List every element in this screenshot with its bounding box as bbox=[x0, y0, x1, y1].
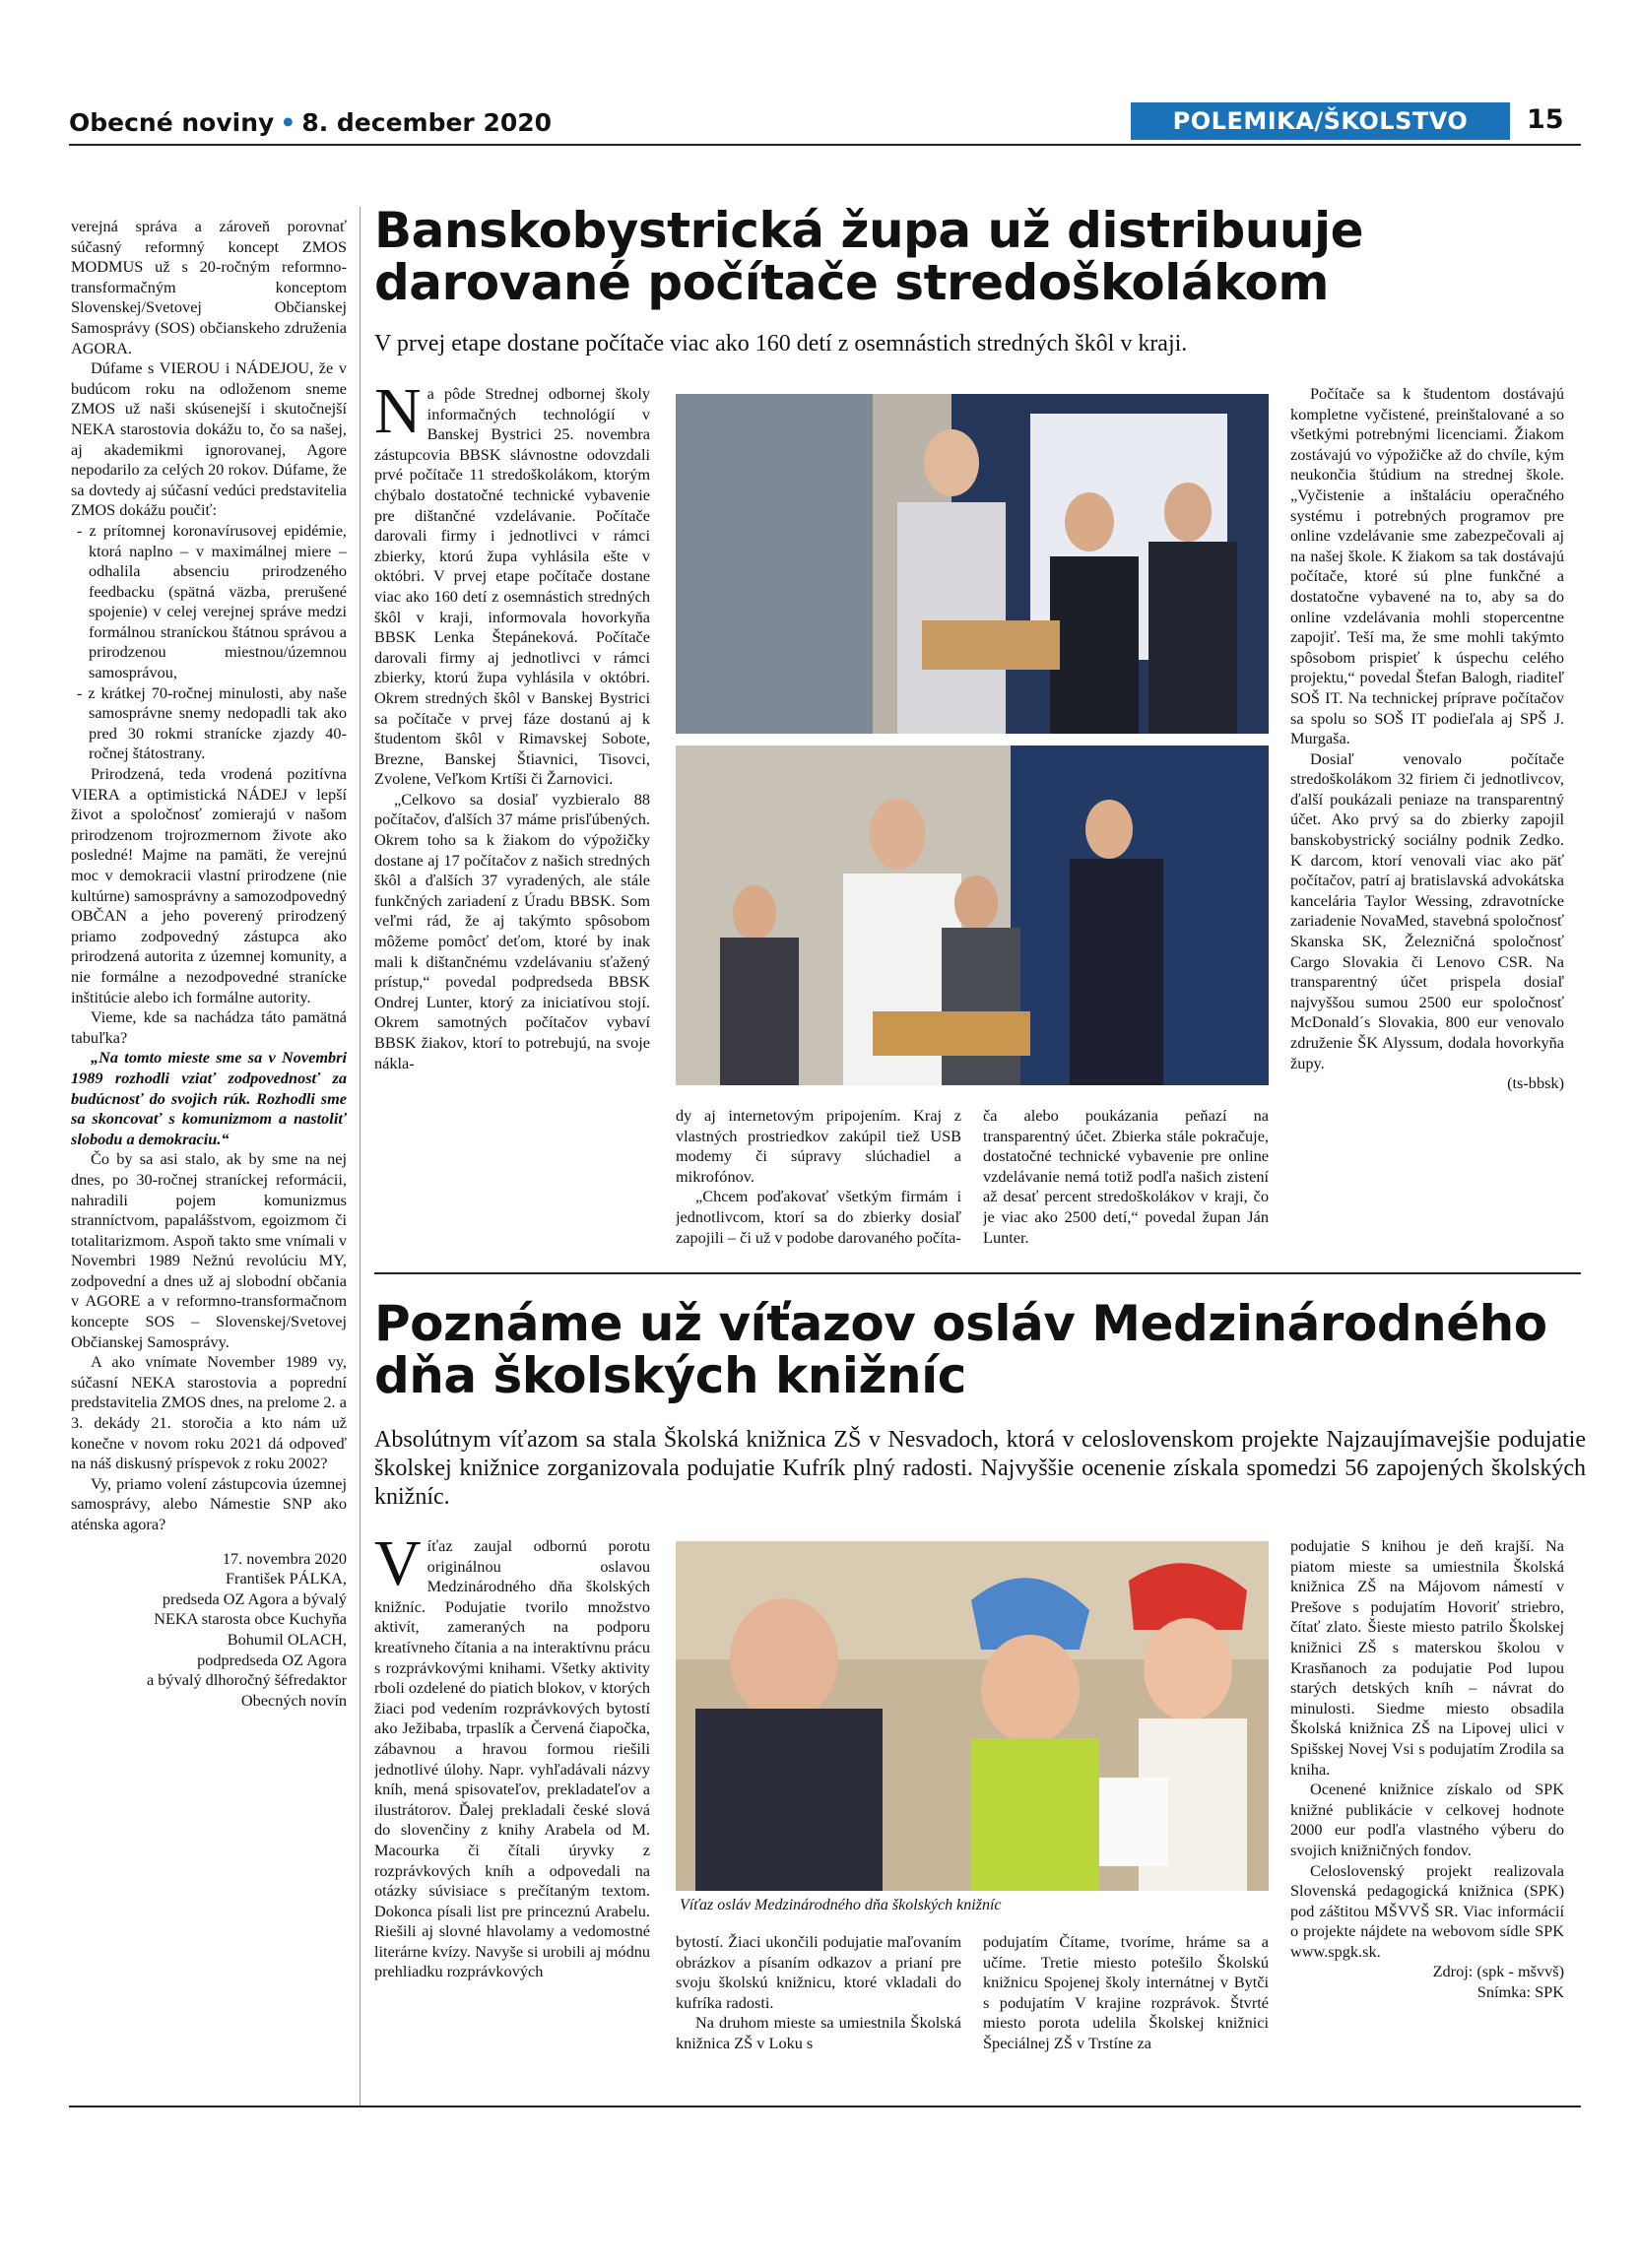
article2-col1: Víťaz zaujal odbornú porotu originálnou oslavou Medzinárodného dňa školských knižníc. Podujatie tvorilo množstvo aktivít, zameraných na podporu kreatívneho čítania a na interaktívnu prácu s rozprávkovými knihami. Všetky aktivity rboli ozdelené do piatich blokov, v ktorých žiaci pod vedením rozprávkových bytostí ako Ježibaba, trpaslík a Červená čiapočka, zábavnou a hravou formou riešili jednotlivé úlohy. Napr. vyhľadávali názvy kníh, mená spisovateľov, prekladateľov a ilustrátorov. Ďalej prekladali české slová do slovenčiny z knihy Arabela od M. Macourka či čítali úryvky z rozprávkových kníh a odpovedali na otázky súvisiace s prečítaným textom. Dokonca písali list pre princeznú Arabelu. Riešili aj slovné hlavolamy a vedomostné literárne kvízy. Navyše si urobili aj módnu prehliadku rozprávkových bbox=[374, 1536, 650, 1981]
article1-credit: (ts-bbsk) bbox=[1507, 1073, 1564, 1093]
article2-lead: Absolútnym víťazom sa stala Školská knižnica ZŠ v Nesvadoch, ktorá v celoslovenskom projekte Najzaujímavejšie podujatie školskej knižnice zorganizovala podujatie Kufrík plný radosti. Najvyššie ocenenie získala spomedzi 56 zapojených školských knižníc. bbox=[374, 1427, 1586, 1510]
article1-subheadline: V prvej etape dostane počítače viac ako 160 detí z osemnástich stredných škôl v kraji. bbox=[374, 331, 1188, 356]
photo-credit: Snímka: SPK bbox=[1476, 1982, 1564, 2002]
bullet-list bbox=[71, 521, 347, 764]
paragraph: verejná správa a zároveň porovnať súčasný reformný koncept ZMOS MODMUS už s 20-ročným reformno-transformačným konceptom Slovenskej/Svetovej Občianskej Samosprávy (SOS) občianskeho združenia AGORA. bbox=[71, 217, 347, 357]
list-item: - z prítomnej koronavírusovej epidémie, ktorá naplno – v maximálnej miere – odhalila absenciu prirodzeného feedbacku (spätná väzba, prerušené spojenie) v celej verejnej správe medzi formálnou straníckou štátnou správou a prirodzenou miestnou/územnou samosprávou, bbox=[77, 520, 347, 682]
source-credit: Zdroj: (spk - mšvvš) bbox=[1432, 1962, 1564, 1981]
dropcap: V bbox=[374, 1536, 422, 1599]
article2-col4: podujatie S knihou je deň krajší. Na piatom mieste sa umiestnila Školská knižnica ZŠ na Májovom námestí v Prešove s podujatím Hovoriť striebro, čítať zlato. Šieste miesto patrilo Školskej knižnici ZŠ s materskou školou v Krasňanoch za podujatie Pod lupou starých detských kníh – návrat do minulosti. Siedme miesto obsadila Školská knižnica ZŠ na Lipovej ulici v Spišskej Novej Vsi s podujatím Zrodila sa kniha. Ocenené knižnice získalo od SPK knižné publikácie v celkovej hodnote 2000 eur podľa vlastného výberu do svojich knižničných fondov. Celoslovenský projekt realizovala Slovenská pedagogická knižnica (SPK) pod záštitou MŠVVŠ SR. Viac informácií o projekte nájdete na webovom sídle SPK www.spgk.sk. Zdroj: (spk - mšvvš) Snímka: SPK bbox=[1290, 1536, 1564, 2002]
paragraph: Prirodzená, teda vrodená pozitívna VIERA a optimistická NÁDEJ v lepší život a spoločnosť zomierajú v našom prirodzenom trojrozmernom živote ako posledné! Majme na pamäti, že verejnú moc v demokracii vlastní prirodzene (nie kultúrne) samosprávny a samozodpovedný OBČAN a jeho poverený prirodzený priamo zodpovedný zástupca ako prirodzená autorita z územnej komunity, a nie formálne a nezodpovedné stranícke inštitúcie alebo ich formálne autority. bbox=[71, 764, 347, 1006]
photo-computer-handover-2 bbox=[676, 745, 1269, 1085]
signature-block: 17. novembra 2020 František PÁLKA, predseda OZ Agora a bývalý NEKA starosta obce Kuchyňa Bohumil OLACH, podpredseda OZ Agora a bývalý dlhoročný šéfredaktor Obecných novín bbox=[147, 1548, 347, 1710]
article-separator bbox=[374, 1272, 1581, 1274]
article1-col2: dy aj internetovým pripojením. Kraj z vlastných prostriedkov zakúpil tiež USB modemy či súpravy slúchadiel a mikrofónov. „Chcem poďakovať všetkým firmám i jednotlivcom, ktorí sa do zbierky dosiaľ zapojili – či už v podobe darovaného počíta- bbox=[676, 1106, 961, 1247]
section-label: POLEMIKA/ŠKOLSTVO bbox=[1131, 102, 1510, 140]
paragraph: Dúfame s VIEROU i NÁDEJOU, že v budúcom roku na odloženom sneme ZMOS už naši skúsenejší i skutočnejší NEKA starostovia dokážu to, čo sa našej, aj akademikmi ignorovanej, Agore nepodarilo za celých 20 rokov. Dúfame, že sa dovtedy aj súčasní vedúci predstavitelia ZMOS dokážu poučiť: bbox=[71, 358, 347, 520]
article2-headline: Poznáme už víťazov osláv Medzinárodného dňa školských knižníc bbox=[374, 1295, 1547, 1404]
article1-col1: Na pôde Strednej odbornej školy informačných technológií v Banskej Bystrici 25. novembra zástupcovia BBSK slávnostne odovzdali prvé počítače 11 stredoškolákom, ktorým chýbalo dostatočné technické vybavenie pre dištančné vzdelávanie. Počítače darovali firmy i jednotlivci v rámci zbierky, ktorú župa vyhlásila ešte v októbri. V prvej etape počítače dostane viac ako 160 detí z osemnástich stredných škôl v kraji, informovala hovorkyňa BBSK Lenka Štepáneková. Počítače darovali firmy aj jednotlivci v rámci zbierky, ktorú župa vyhlásila v októbri. Okrem stredných škôl v Banskej Bystrici sa počítače v prvej fáze dostanú aj k študentom škôl v Rimavskej Sobote, Brezne, Banskej Štiavnici, Tisovci, Zvolene, Veľkom Krtíši či Žarnovici. „Celkovo sa dosiaľ vyzbieralo 88 počítačov, ďalších 37 máme prisľúbených. Okrem toho sa k žiakom do výpožičky dostane aj 17 počítačov z našich stredných škôl a ďalších 37 vyradených, ale stále funkčných zariadení z Úradu BBSK. Som veľmi rád, že aj takýmto spôsobom môžeme pomôcť deťom, ktoré by inak mali k dištančnému vzdelávaniu sťažený prístup,“ povedal podpredseda BBSK Ondrej Lunter, ktorý za iniciatívou stojí. Okrem samotných počítačov vybaví BBSK žiakov, ktorí to potrebujú, na svoje nákla- bbox=[374, 384, 650, 1072]
photo-computer-handover-1 bbox=[676, 394, 1269, 734]
paragraph: Čo by sa asi stalo, ak by sme na nej dnes, po 30-ročnej straníckej reformácii, nahradili pojem komunizmus stranníctvom, papalášstvom, egoizmom či totalitarizmom. Aspoň takto sme vnímali v Novembri 1989 Nežnú revolúciu MY, zodpovední a dnes už aj slobodní občania v AGORE a v reformno-transformačnom koncepte SOS – Slovenskej/Svetovej Občianskej Samosprávy. bbox=[71, 1149, 347, 1351]
footer-rule bbox=[69, 2106, 1581, 2107]
masthead bbox=[69, 108, 552, 137]
column-divider bbox=[360, 207, 361, 2107]
article1-col4: Počítače sa k študentom dostávajú kompletne vyčistené, preinštalované a so všetkými potrebnými licenciami. Žiakom zostávajú vo výpožičke až do chvíle, kým neukončia štúdium na strednej škole. „Vyčistenie a inštaláciu operačného systému i potrebných programov pre online vzdelávanie sme zabezpečovali aj na našej škole. K žiakom sa tak dostávajú počítače, ktoré sú plne funkčné a dostatočne vybavené na to, aby sa do online vzdelávania mohli stopercentne zapojiť. Teší ma, že sme mohli takýmto spôsobom prispieť k úspechu celého projektu,“ povedal Štefan Balogh, riaditeľ SOŠ IT. Na technickej príprave počítačov sa spolu so SOŠ IT podieľala aj SPŠ J. Murgaša. Dosiaľ venovalo počítače stredoškolákom 32 firiem či jednotlivcov, ďalší poukázali peniaze na transparentný účet. Ako prvý sa do zbierky zapojil banskobystrický sociálny podnik Zedko. K darcom, ktorí venovali viac ako päť počítačov, patrí aj bratislavská advokátska kancelária Taylor Wessing, zdravotnícke zariadenie NovaMed, stavebná spoločnosť Skanska SK, Železničná spoločnosť Cargo Slovakia či Lenovo CSR. Na transparentný účet prispela dosiaľ najvyššou sumou 2500 eur spoločnosť McDonald´s Slovakia, 800 eur venovalo združenie ŠK Alyssum, dodala hovorkyňa župy. (ts-bbsk) bbox=[1290, 384, 1564, 1093]
left-column bbox=[71, 217, 347, 2088]
paragraph: Vy, priamo volení zástupcovia územnej samosprávy, alebo Námestie SNP ako aténska agora? bbox=[71, 1473, 347, 1533]
publication-name: Obecné noviny bbox=[69, 108, 275, 137]
issue-date: 8. december 2020 bbox=[301, 108, 553, 137]
header-rule bbox=[69, 144, 1581, 146]
page-number: 15 bbox=[1527, 104, 1564, 135]
article1-headline: Banskobystrická župa už distribuuje darované počítače stredoškolákom bbox=[374, 202, 1364, 311]
separator-dot: • bbox=[280, 108, 296, 137]
paragraph: Vieme, kde sa nachádza táto pamätná tabuľka? bbox=[71, 1007, 347, 1047]
article1-col3: ča alebo poukázania peňazí na transparentný účet. Zbierka stále pokračuje, dostatočné technické vybavenie pre online vzdelávanie nemá totiž podľa našich zistení až desať percent stredoškolákov v kraji, čo je viac ako 2500 detí,“ povedal župan Ján Lunter. bbox=[983, 1106, 1269, 1247]
photo-caption: Víťaz osláv Medzinárodného dňa školských knižníc bbox=[680, 1897, 1002, 1913]
dropcap: N bbox=[374, 384, 422, 447]
plaque-quote: „Na tomto mieste sme sa v Novembri 1989 rozhodli vziať zodpovednosť za budúcnosť do svojich rúk. Rozhodli sme sa skoncovať s komunizmom a nastoliť slobodu a demokraciu.“ bbox=[71, 1048, 347, 1148]
paragraph: A ako vnímate November 1989 vy, súčasní NEKA starostovia a poprední predstavitelia ZMOS dnes, na prelome 2. a 3. dekády 21. storočia a kto nám už konečne v novom roku 2021 dá odpoveď na náš diskusný príspevok z roku 2002? bbox=[71, 1352, 347, 1473]
list-item: - z krátkej 70-ročnej minulosti, aby naše samosprávne snemy nedopadli tak ako pred 30 rokmi stranícke zjazdy 40-ročnej štátostrany. bbox=[77, 682, 347, 763]
article2-col2: bytostí. Žiaci ukončili podujatie maľovaním obrázkov a písaním odkazov a prianí pre svoju školskú knižnicu, ktoré vkladali do kufríka radosti. Na druhom mieste sa umiestnila Školská knižnica ZŠ v Loku s bbox=[676, 1932, 961, 2052]
photo-library-celebration bbox=[676, 1541, 1269, 1891]
article2-col3: podujatím Čítame, tvoríme, hráme sa a učíme. Tretie miesto potešilo Školskú knižnicu Spojenej školy internátnej v Bytči s podujatím V krajine rozprávok. Štvrté miesto porota udelila Školskej knižnici Špeciálnej ZŠ v Trstíne za bbox=[983, 1932, 1269, 2052]
